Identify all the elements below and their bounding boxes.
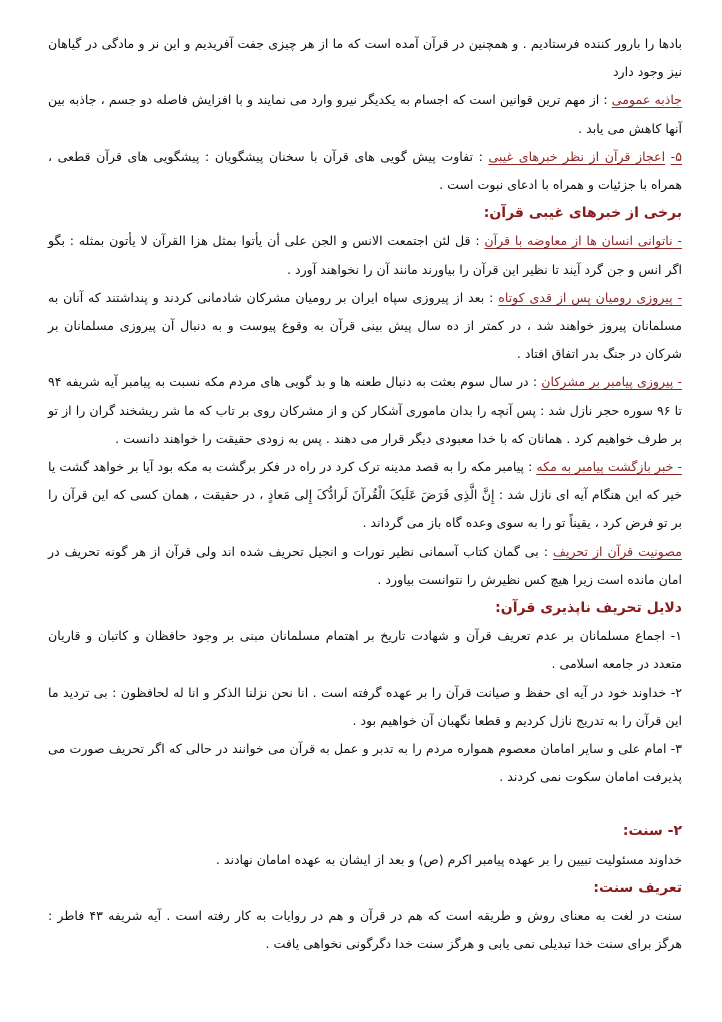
unseen-item-text: : در سال سوم بعثت به دنبال طعنه ها و بد گویی های مردم مکه نسبت به پیامبر آیه شریفه ۹۴ تا ۹۶ سوره حجر نازل شد : پس آنچه را بدان ماموری آشکار کن و از مشرکان روی بر تاب که ما شر ریشخند گران را از تو بر طرف خواهیم کرد . همانان که با خدا معبودی دیگر قرار می دهند . پس به زودی حقیقت را خواهند دانست . — [48, 374, 682, 446]
unseen-item-prophet-victory — [48, 368, 682, 453]
sunnah-definition-heading: تعریف سنت: — [593, 879, 682, 896]
unseen-item-inability — [48, 227, 682, 283]
sunnah-heading: ۲- سنت: — [622, 823, 682, 840]
immunity-paragraph — [48, 538, 682, 594]
gravity-text: : از مهم ترین قوانین است که اجسام به یکدیگر نیرو وارد می نمایند و با افزایش فاصله دو جسم ، جاذبه بین آنها کاهش می یابد . — [48, 92, 682, 136]
sunnah-paragraph: خداوند مسئولیت تبیین را بر عهده پیامبر اکرم (ص) و بعد از ایشان به عهده امامان نهادند . — [215, 851, 682, 867]
miracle-unseen-paragraph — [48, 143, 682, 199]
immunity-term: مصونیت قرآن از تحریف — [552, 543, 682, 559]
miracle-number: ۵- — [670, 148, 682, 164]
unseen-item-text: : قل لئن اجتمعت الانس و الجن علی أن یأتوا بمثل هزا القرآن لا یأتون بمثله : بگو اگر انس و جن گرد آیند تا نظیر این قرآن را بیاورند مانند آن را نخواهند آورد . — [48, 233, 682, 277]
intro-paragraph — [48, 30, 682, 86]
reason-item: ۳- امام علی و سایر امامان معصوم همواره مردم را به تدبر و عمل به قرآن می خوانند در حالی که اگر تحریف صورت می پذیرفت امامان سکوت نمی کردند . — [48, 741, 682, 785]
sunnah-definition-paragraph: سنت در لغت به معنای روش و طریقه است که هم در قرآن و هم در روایات به کار رفته است . آیه شریفه ۴۳ فاطر : هرگز برای سنت خدا تبدیلی نمی یابی و هرگز سنت خدا دگرگونی نخواهی یافت . — [48, 908, 682, 952]
intro-text: بادها را بارور کننده فرستادیم . و همچنین در قرآن آمده است که ما از هر چیزی جفت آفریدیم و این نر و مادگی در گیاهان نیز وجود دارد — [48, 36, 682, 80]
unseen-item-term: - پیروزی پیامبر بر مشرکان — [541, 374, 683, 390]
reasons-heading: دلایل تحریف ناپذیری قرآن: — [495, 600, 682, 617]
section-spacer — [48, 791, 682, 817]
miracle-term: اعجاز قرآن از نظر خبرهای غیبی — [488, 148, 666, 164]
gravity-paragraph — [48, 86, 682, 142]
miracle-text: : تفاوت پیش گویی های قرآن با سخنان پیشگویان : پیشگویی های قرآن قطعی ، همراه با جزئیات و همراه با ادعای نبوت است . — [48, 148, 682, 193]
unseen-item-return-to-mecca — [48, 453, 682, 538]
gravity-term: جاذبه عمومی — [611, 92, 682, 108]
unseen-item-text: : پیامبر مکه را به قصد مدینه ترک کرد در راه در فکر برگشت به مکه بود آیا بر خواهد گشت یا خیر که این هنگام آیه ای نازل شد : إِنَّ الَّذِی فَرَضَ عَلَیکَ الْقُرآنَ لَرادُّکَ إِلی مَعادٍ ، در حقیقت ، همان کسی که این قرآن را بر تو فرض کرد ، یقیناً تو را به سوی وعده گاه باز می گرداند . — [48, 459, 682, 531]
unseen-item-text: : بعد از پیروزی سپاه ایران بر رومیان مشرکان شادمانی کردند و پنداشتند که آنان به مسلمانان پیروز خواهند شد ، در کمتر از ده سال پیش بینی قرآن به وقوع پیوست و به دنبال آن پیروزی مسلمانان بر شرکان در جنگ بدر اتفاق افتاد . — [48, 289, 682, 362]
immunity-text: : بی گمان کتاب آسمانی نظیر تورات و انجیل تحریف شده اند ولی قرآن از هر گونه تحریف در امان مانده است زیرا هیچ کس نظیرش را نتوانست بیاورد . — [48, 543, 682, 587]
unseen-item-term: - خبر بازگشت پیامبر به مکه — [536, 459, 682, 475]
reason-item: ۲- خداوند خود در آیه ای حفظ و صیانت قرآن را بر عهده گرفته است . انا نحن نزلنا الذکر و انا له لحافظون : بی تردید ما این قرآن را به تدریج نازل کردیم و قطعا نگهبان آن خواهیم بود . — [48, 684, 682, 728]
document-page — [48, 30, 682, 959]
unseen-item-term: - پیروزی رومیان پس از قدی کوتاه — [498, 289, 682, 305]
unseen-item-term: - ناتوانی انسان ها از معاوضه با قرآن — [484, 233, 682, 249]
unseen-item-romans — [48, 284, 682, 369]
reason-item: ۱- اجماع مسلمانان بر عدم تعریف قرآن و شهادت تاریخ بر اهتمام مسلمانان مبنی بر وجود حافظان و کاتبان و قاریان متعدد در جامعه اسلامی . — [48, 628, 682, 672]
unseen-news-heading: برخی از خبرهای غیبی قرآن: — [483, 205, 682, 222]
